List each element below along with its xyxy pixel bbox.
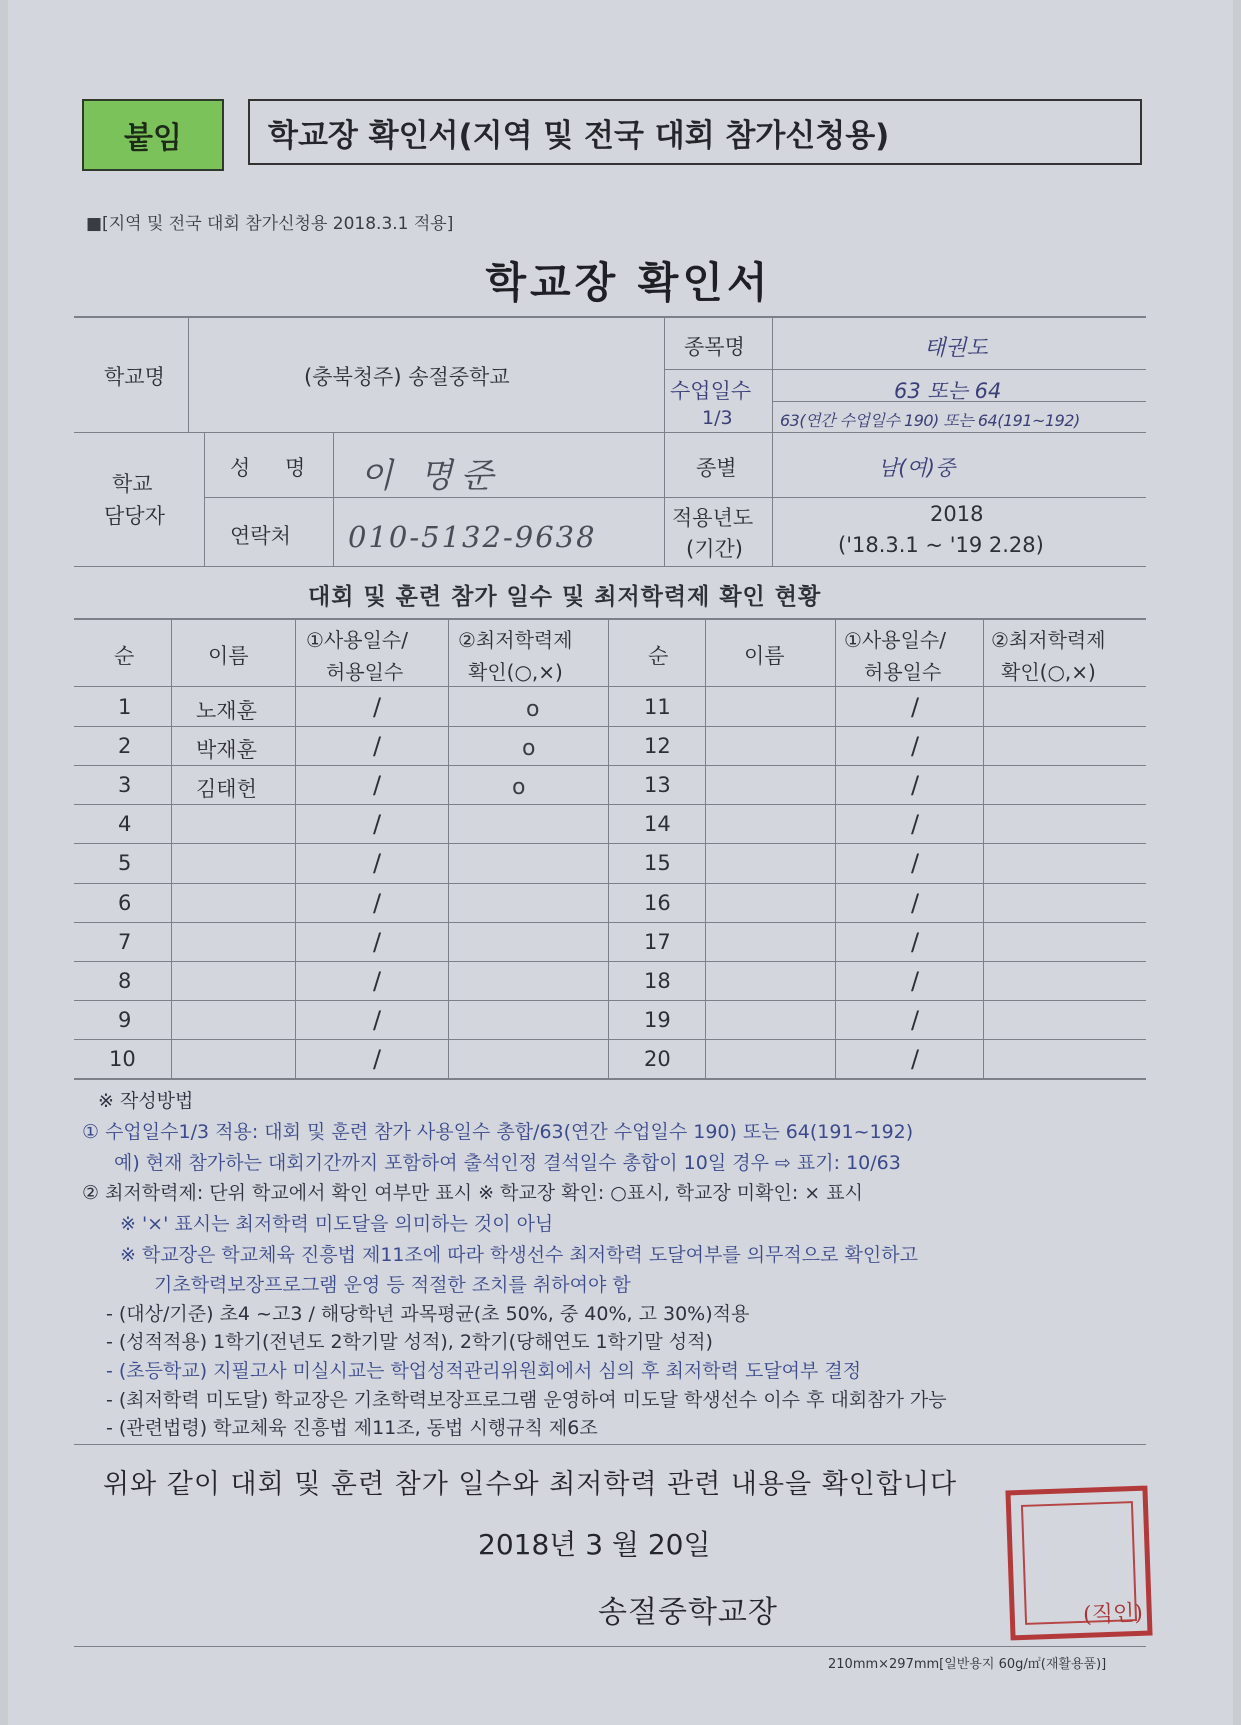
guide-line: - (성적적용) 1학기(전년도 2학기말 성적), 2학기(당해연도 1학기말 성적): [106, 1331, 713, 1353]
principal-name: 송절중학교장: [598, 1595, 778, 1630]
sport-value: 태권도: [924, 336, 988, 361]
guide-line: ① 수업일수1/3 적용: 대회 및 훈련 참가 사용일수 총합/63(연간 수업일수 190) 또는 64(191~192): [82, 1121, 914, 1143]
table-cell-days: /: [373, 849, 382, 878]
header-allowed-days: 허용일수: [326, 660, 404, 684]
table-col-divider: [171, 618, 172, 1078]
sport-label: 종목명: [684, 335, 745, 359]
header-no: 순: [114, 644, 135, 668]
guide-line: ※ '×' 표시는 최저학력 미도달을 의미하는 것이 아님: [120, 1213, 554, 1235]
header-min-grade: ②최저학력제: [458, 628, 573, 652]
table-cell-days: /: [911, 732, 920, 761]
table-row-divider: [74, 765, 1146, 766]
document-title: 학교장 확인서(지역 및 전국 대회 참가신청용): [248, 99, 1142, 165]
table-cell-no: 10: [109, 1046, 136, 1071]
gender-value: 남(여)중: [878, 456, 956, 480]
info-bottom-border: [74, 566, 1146, 567]
confirmation-statement: 위와 같이 대회 및 훈련 참가 일수와 최저학력 관련 내용을 확인합니다: [103, 1469, 958, 1500]
table-cell-days: /: [373, 966, 382, 995]
school-label: 학교명: [104, 365, 165, 389]
table-cell-no: 7: [118, 929, 132, 954]
guide-line: - (최저학력 미도달) 학교장은 기초학력보장프로그램 운영하여 미도달 학생선수 이수 후 대회참가 가능: [106, 1389, 947, 1411]
gender-label: 종별: [696, 456, 737, 480]
table-cell-no: 20: [644, 1046, 671, 1071]
header-name-right: 이름: [744, 644, 785, 668]
table-col-divider: [835, 618, 836, 1078]
table-cell-no: 9: [118, 1007, 132, 1032]
table-row-divider: [74, 1000, 1146, 1001]
table-cell-no: 1: [118, 695, 132, 719]
applied-note: ■[지역 및 전국 대회 참가신청용 2018.3.1 적용]: [86, 214, 454, 234]
days-value: 63 또는 64: [894, 379, 1002, 403]
table-col-divider: [705, 618, 706, 1078]
table-cell-check: o: [512, 775, 526, 801]
table-cell-no: 13: [644, 773, 671, 798]
table-cell-name: 박재훈: [196, 738, 257, 763]
table-header-border: [74, 686, 1146, 687]
table-cell-no: 11: [644, 695, 671, 719]
table-top-border: [74, 618, 1146, 620]
info-divider: [333, 432, 334, 566]
table-cell-no: 16: [644, 890, 671, 915]
seal-label: (직인): [1082, 1600, 1144, 1628]
table-cell-days: /: [911, 810, 920, 839]
official-seal: [1005, 1486, 1152, 1641]
info-top-border: [74, 316, 1146, 318]
header-name: 이름: [208, 644, 249, 668]
days-label-ratio: 1/3: [702, 407, 733, 429]
header-min-check-right: 확인(○,×): [1001, 660, 1096, 684]
school-value: (충북청주) 송절중학교: [304, 365, 510, 389]
table-cell-days: /: [373, 771, 382, 800]
table-cell-check: o: [526, 697, 540, 722]
info-divider: [204, 432, 205, 566]
table-row-divider: [74, 883, 1146, 884]
document-page: [8, 0, 1233, 1725]
guide-heading: ※ 작성방법: [98, 1090, 194, 1112]
table-cell-days: /: [373, 1005, 382, 1034]
attachment-badge: 붙임: [82, 99, 224, 171]
info-divider: [772, 316, 773, 566]
table-cell-days: /: [911, 927, 920, 956]
table-cell-no: 14: [644, 812, 671, 837]
table-cell-days: /: [373, 927, 382, 956]
paper-spec: 210mm×297mm[일반용지 60g/㎡(재활용품)]: [828, 1657, 1107, 1672]
info-divider: [664, 369, 1146, 370]
table-cell-no: 18: [644, 968, 671, 993]
guide-line: 기초학력보장프로그램 운영 등 적절한 조치를 취하여야 함: [154, 1274, 631, 1296]
table-col-divider: [448, 618, 449, 1078]
info-divider: [74, 432, 1146, 433]
footer-border: [74, 1646, 1146, 1647]
contact-label: 연락처: [230, 524, 291, 548]
table-cell-no: 6: [118, 890, 132, 915]
name-label: 성 명: [230, 456, 320, 480]
table-cell-name: 김태헌: [196, 777, 257, 802]
table-cell-no: 17: [644, 929, 671, 954]
table-row-divider: [74, 804, 1146, 805]
header-min-check: 확인(○,×): [468, 660, 563, 684]
table-cell-days: /: [373, 732, 382, 761]
table-row-divider: [74, 1039, 1146, 1040]
table-row-divider: [74, 961, 1146, 962]
guide-line: - (대상/기준) 초4 ~고3 / 해당학년 과목평균(초 50%, 중 40%, 고 30%)적용: [106, 1303, 750, 1325]
table-bottom-border: [74, 1078, 1146, 1080]
contact-value: 010-5132-9638: [348, 520, 597, 554]
table-cell-days: /: [373, 693, 382, 721]
days-label: 수업일수: [670, 379, 752, 403]
guide-line: - (초등학교) 지필고사 미실시교는 학업성적관리위원회에서 심의 후 최저학력 도달여부 결정: [106, 1360, 862, 1382]
table-cell-name: 노재훈: [196, 699, 257, 723]
main-title: 학교장 확인서: [485, 258, 772, 307]
info-divider: [188, 316, 189, 432]
table-cell-days: /: [911, 849, 920, 878]
info-divider: [664, 316, 665, 566]
table-cell-no: 19: [644, 1007, 671, 1032]
table-cell-no: 12: [644, 734, 671, 759]
table-cell-days: /: [373, 810, 382, 839]
table-row-divider: [74, 922, 1146, 923]
table-cell-days: /: [373, 888, 382, 917]
header-min-grade-right: ②최저학력제: [991, 628, 1106, 652]
manager-label-2: 담당자: [104, 504, 165, 528]
table-cell-days: /: [911, 966, 920, 995]
table-cell-days: /: [911, 693, 920, 721]
table-cell-no: 2: [118, 734, 132, 759]
table-cell-no: 15: [644, 851, 671, 876]
guide-bottom-border: [74, 1444, 1146, 1445]
table-cell-no: 4: [118, 812, 132, 837]
table-cell-no: 8: [118, 968, 132, 993]
year-period: ('18.3.1 ~ '19 2.28): [838, 533, 1044, 557]
year-value: 2018: [930, 502, 984, 526]
manager-label: 학교: [112, 472, 153, 496]
header-allowed-days-right: 허용일수: [864, 660, 942, 684]
table-col-divider: [608, 618, 609, 1078]
guide-line: ※ 학교장은 학교체육 진흥법 제11조에 따라 학생선수 최저학력 도달여부를 의무적으로 확인하고: [120, 1244, 918, 1266]
table-cell-check: o: [522, 736, 536, 762]
year-label-2: (기간): [686, 537, 743, 561]
name-value: 이 명준: [360, 456, 502, 496]
table-row-divider: [74, 726, 1146, 727]
header: [82, 99, 1146, 169]
table-cell-days: /: [911, 1044, 920, 1073]
status-title: 대회 및 훈련 참가 일수 및 최저학력제 확인 현황: [308, 584, 822, 610]
guide-line: ② 최저학력제: 단위 학교에서 확인 여부만 표시 ※ 학교장 확인: ○표시, 학교장 미확인: × 표시: [82, 1182, 863, 1204]
guide-line: - (관련법령) 학교체육 진흥법 제11조, 동법 시행규칙 제6조: [106, 1417, 598, 1439]
days-value-detail: 63(연간 수업일수 190) 또는 64(191~192): [780, 411, 1080, 430]
signature-date: 2018년 3 월 20일: [478, 1528, 711, 1561]
table-cell-days: /: [373, 1044, 382, 1073]
info-divider: [204, 497, 1146, 498]
table-cell-no: 5: [118, 851, 132, 876]
table-row-divider: [74, 843, 1146, 844]
year-label: 적용년도: [672, 506, 754, 530]
table-cell-days: /: [911, 888, 920, 917]
guide-line: 예) 현재 참가하는 대회기간까지 포함하여 출석인정 결석일수 총합이 10일 경우 ⇨ 표기: 10/63: [114, 1152, 901, 1174]
header-used-days: ①사용일수/: [306, 628, 408, 652]
table-cell-no: 3: [118, 773, 132, 798]
table-col-divider: [983, 618, 984, 1078]
table-cell-days: /: [911, 1005, 920, 1034]
table-col-divider: [295, 618, 296, 1078]
header-used-days-right: ①사용일수/: [844, 628, 946, 652]
table-cell-days: /: [911, 771, 920, 800]
header-no-right: 순: [648, 644, 669, 668]
